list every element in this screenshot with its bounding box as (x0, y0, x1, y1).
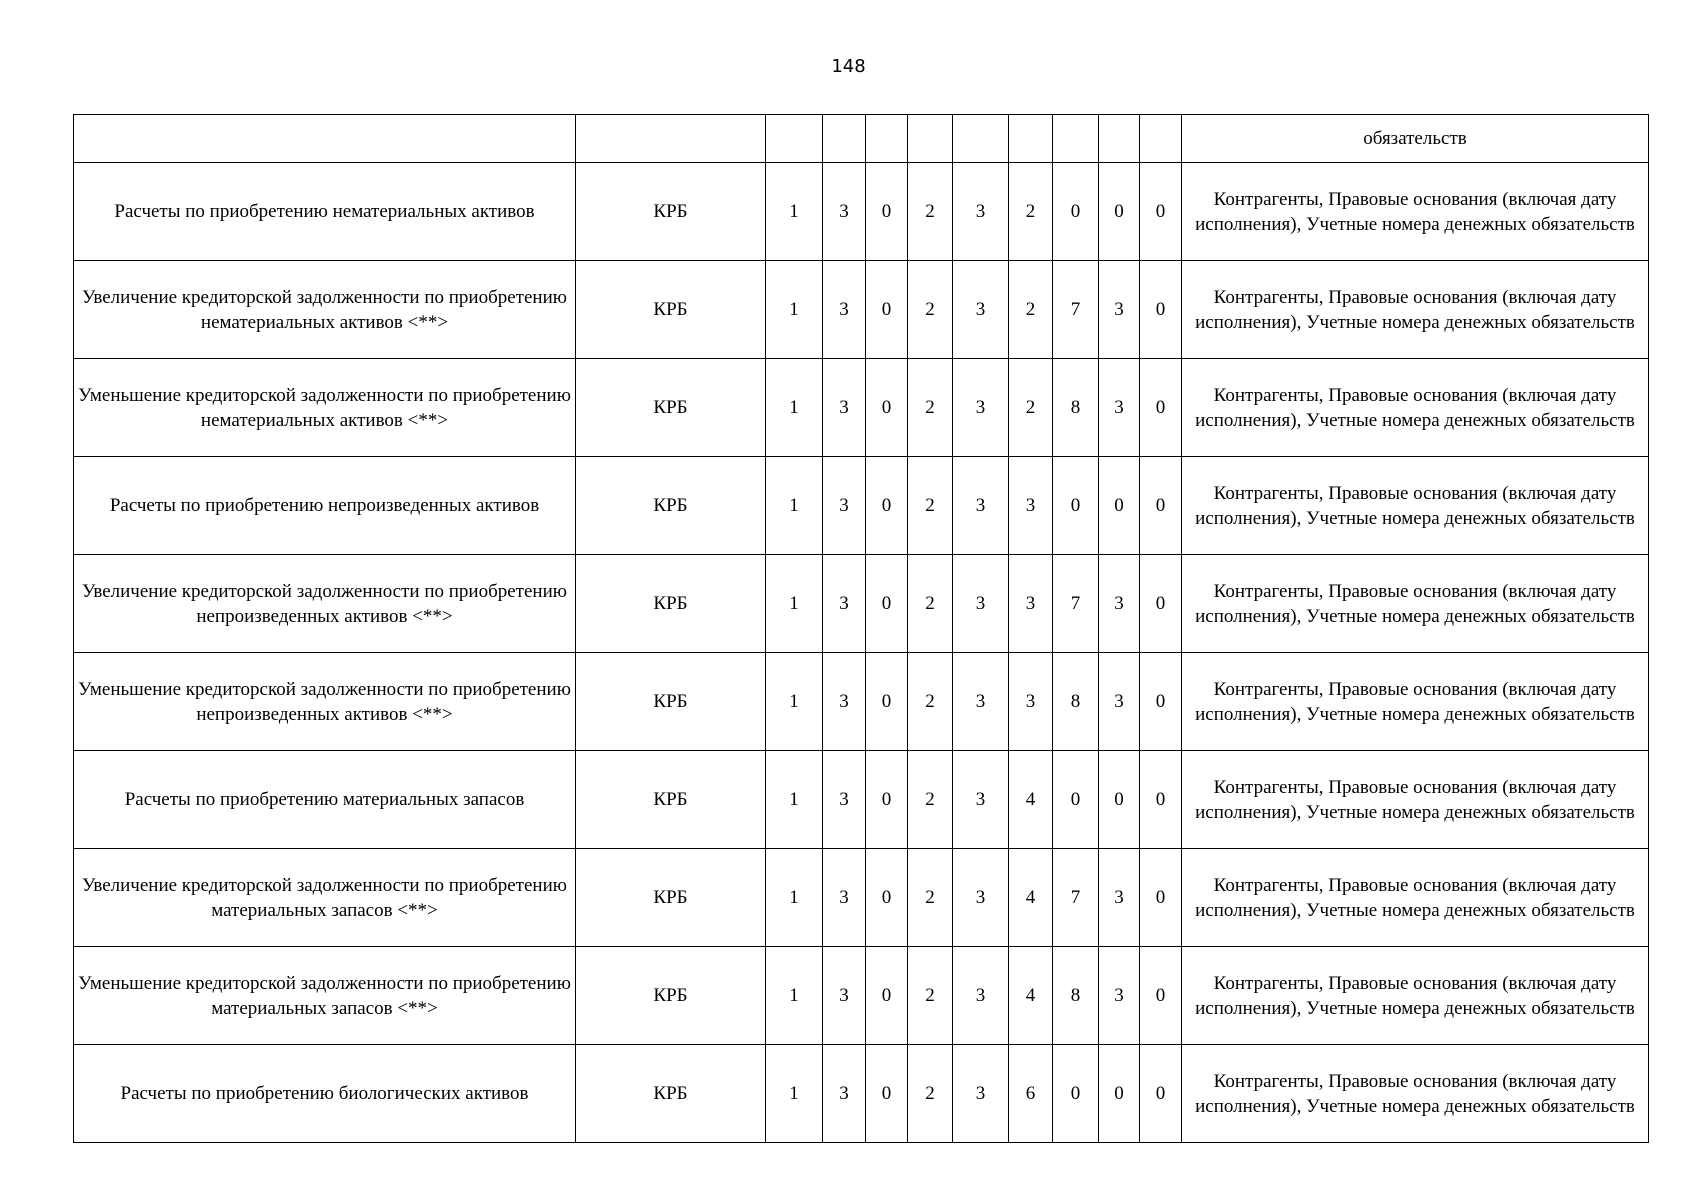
table-row (74, 947, 1649, 1045)
account-digit: 8 (1053, 359, 1099, 457)
account-digit: 0 (1140, 261, 1182, 359)
account-digit: 1 (766, 457, 823, 555)
account-type: КРБ (576, 359, 766, 457)
account-digit: 0 (1140, 1045, 1182, 1143)
continuation-row (74, 115, 1649, 163)
account-digit: 0 (866, 457, 908, 555)
account-digit: 0 (866, 849, 908, 947)
account-digit: 3 (953, 947, 1009, 1045)
account-digit: 1 (766, 555, 823, 653)
digit-cell (908, 115, 953, 163)
account-digit: 2 (908, 163, 953, 261)
account-digit: 3 (823, 947, 866, 1045)
type-cell (576, 115, 766, 163)
table-row (74, 359, 1649, 457)
account-name: Увеличение кредиторской задолженности по приобретению нематериальных активов <**> (74, 261, 576, 359)
account-type: КРБ (576, 947, 766, 1045)
account-digit: 3 (823, 261, 866, 359)
table-row (74, 1045, 1649, 1143)
account-digit: 2 (908, 1045, 953, 1143)
account-digit: 3 (1099, 653, 1140, 751)
account-digit: 3 (953, 261, 1009, 359)
account-digit: 0 (866, 359, 908, 457)
account-digit: 2 (1009, 359, 1053, 457)
table-row (74, 555, 1649, 653)
table-row (74, 849, 1649, 947)
analytics-note: Контрагенты, Правовые основания (включая дату исполнения), Учетные номера денежных обязательств (1182, 359, 1649, 457)
digit-cell (1009, 115, 1053, 163)
digit-cell (953, 115, 1009, 163)
account-digit: 4 (1009, 751, 1053, 849)
analytics-note: Контрагенты, Правовые основания (включая дату исполнения), Учетные номера денежных обязательств (1182, 457, 1649, 555)
account-digit: 3 (823, 751, 866, 849)
account-name: Увеличение кредиторской задолженности по приобретению непроизведенных активов <**> (74, 555, 576, 653)
account-digit: 3 (823, 457, 866, 555)
account-type: КРБ (576, 555, 766, 653)
account-digit: 0 (1099, 457, 1140, 555)
account-type: КРБ (576, 849, 766, 947)
account-digit: 1 (766, 947, 823, 1045)
digit-cell (1053, 115, 1099, 163)
account-digit: 0 (1099, 163, 1140, 261)
account-digit: 3 (1099, 849, 1140, 947)
table-row (74, 163, 1649, 261)
digit-cell (823, 115, 866, 163)
account-digit: 3 (823, 163, 866, 261)
account-digit: 3 (953, 457, 1009, 555)
account-digit: 8 (1053, 947, 1099, 1045)
digit-cell (866, 115, 908, 163)
account-digit: 0 (866, 555, 908, 653)
account-digit: 3 (823, 359, 866, 457)
analytics-note: Контрагенты, Правовые основания (включая дату исполнения), Учетные номера денежных обязательств (1182, 1045, 1649, 1143)
account-digit: 1 (766, 261, 823, 359)
digit-cell (1140, 115, 1182, 163)
account-digit: 0 (1140, 457, 1182, 555)
account-digit: 0 (1053, 457, 1099, 555)
page-number: 148 (831, 56, 866, 77)
table-row (74, 751, 1649, 849)
account-digit: 7 (1053, 261, 1099, 359)
account-digit: 3 (1009, 653, 1053, 751)
account-digit: 0 (866, 1045, 908, 1143)
account-digit: 3 (1099, 555, 1140, 653)
account-digit: 2 (908, 359, 953, 457)
analytics-note: Контрагенты, Правовые основания (включая дату исполнения), Учетные номера денежных обязательств (1182, 555, 1649, 653)
account-digit: 2 (908, 849, 953, 947)
account-digit: 3 (953, 359, 1009, 457)
account-type: КРБ (576, 1045, 766, 1143)
analytics-note: Контрагенты, Правовые основания (включая дату исполнения), Учетные номера денежных обязательств (1182, 751, 1649, 849)
account-digit: 4 (1009, 947, 1053, 1045)
account-digit: 1 (766, 163, 823, 261)
account-digit: 3 (1009, 457, 1053, 555)
account-digit: 3 (953, 849, 1009, 947)
account-digit: 3 (953, 163, 1009, 261)
account-type: КРБ (576, 457, 766, 555)
account-type: КРБ (576, 751, 766, 849)
accounts-table (73, 114, 1649, 1143)
account-digit: 3 (953, 1045, 1009, 1143)
account-digit: 0 (1140, 947, 1182, 1045)
account-type: КРБ (576, 653, 766, 751)
account-digit: 8 (1053, 653, 1099, 751)
account-name: Расчеты по приобретению материальных запасов (74, 751, 576, 849)
account-digit: 0 (1140, 751, 1182, 849)
account-digit: 0 (866, 163, 908, 261)
account-name: Расчеты по приобретению нематериальных активов (74, 163, 576, 261)
note-cell: обязательств (1182, 115, 1649, 163)
analytics-note: Контрагенты, Правовые основания (включая дату исполнения), Учетные номера денежных обязательств (1182, 653, 1649, 751)
account-digit: 0 (1053, 751, 1099, 849)
account-digit: 2 (908, 261, 953, 359)
account-digit: 2 (908, 751, 953, 849)
account-digit: 3 (953, 555, 1009, 653)
account-digit: 2 (1009, 163, 1053, 261)
account-digit: 3 (823, 849, 866, 947)
account-name: Расчеты по приобретению биологических активов (74, 1045, 576, 1143)
account-digit: 0 (1140, 555, 1182, 653)
account-digit: 0 (866, 261, 908, 359)
account-digit: 6 (1009, 1045, 1053, 1143)
account-digit: 0 (1099, 1045, 1140, 1143)
table-row (74, 457, 1649, 555)
account-type: КРБ (576, 163, 766, 261)
analytics-note: Контрагенты, Правовые основания (включая дату исполнения), Учетные номера денежных обязательств (1182, 849, 1649, 947)
account-digit: 0 (1053, 163, 1099, 261)
analytics-note: Контрагенты, Правовые основания (включая дату исполнения), Учетные номера денежных обязательств (1182, 947, 1649, 1045)
account-digit: 0 (1140, 653, 1182, 751)
account-digit: 1 (766, 1045, 823, 1143)
account-digit: 0 (1140, 849, 1182, 947)
account-digit: 2 (908, 947, 953, 1045)
account-digit: 7 (1053, 849, 1099, 947)
name-cell (74, 115, 576, 163)
account-digit: 0 (1140, 359, 1182, 457)
account-digit: 3 (1099, 359, 1140, 457)
account-digit: 3 (1099, 261, 1140, 359)
account-name: Уменьшение кредиторской задолженности по приобретению материальных запасов <**> (74, 947, 576, 1045)
analytics-note: Контрагенты, Правовые основания (включая дату исполнения), Учетные номера денежных обязательств (1182, 163, 1649, 261)
account-digit: 2 (908, 457, 953, 555)
account-digit: 1 (766, 653, 823, 751)
account-digit: 0 (866, 751, 908, 849)
account-name: Уменьшение кредиторской задолженности по приобретению непроизведенных активов <**> (74, 653, 576, 751)
account-digit: 7 (1053, 555, 1099, 653)
account-digit: 0 (866, 653, 908, 751)
account-name: Расчеты по приобретению непроизведенных активов (74, 457, 576, 555)
digit-cell (1099, 115, 1140, 163)
account-name: Увеличение кредиторской задолженности по приобретению материальных запасов <**> (74, 849, 576, 947)
table-row (74, 261, 1649, 359)
account-name: Уменьшение кредиторской задолженности по приобретению нематериальных активов <**> (74, 359, 576, 457)
account-digit: 3 (1009, 555, 1053, 653)
account-digit: 0 (1140, 163, 1182, 261)
analytics-note: Контрагенты, Правовые основания (включая дату исполнения), Учетные номера денежных обязательств (1182, 261, 1649, 359)
account-digit: 4 (1009, 849, 1053, 947)
account-digit: 3 (823, 555, 866, 653)
table-row (74, 653, 1649, 751)
account-digit: 3 (1099, 947, 1140, 1045)
account-digit: 2 (908, 653, 953, 751)
account-digit: 3 (953, 751, 1009, 849)
account-digit: 1 (766, 849, 823, 947)
account-digit: 3 (823, 653, 866, 751)
account-digit: 1 (766, 359, 823, 457)
account-digit: 2 (1009, 261, 1053, 359)
account-type: КРБ (576, 261, 766, 359)
account-digit: 0 (1099, 751, 1140, 849)
account-digit: 3 (953, 653, 1009, 751)
account-digit: 0 (1053, 1045, 1099, 1143)
digit-cell (766, 115, 823, 163)
account-digit: 3 (823, 1045, 866, 1143)
account-digit: 1 (766, 751, 823, 849)
account-digit: 2 (908, 555, 953, 653)
account-digit: 0 (866, 947, 908, 1045)
